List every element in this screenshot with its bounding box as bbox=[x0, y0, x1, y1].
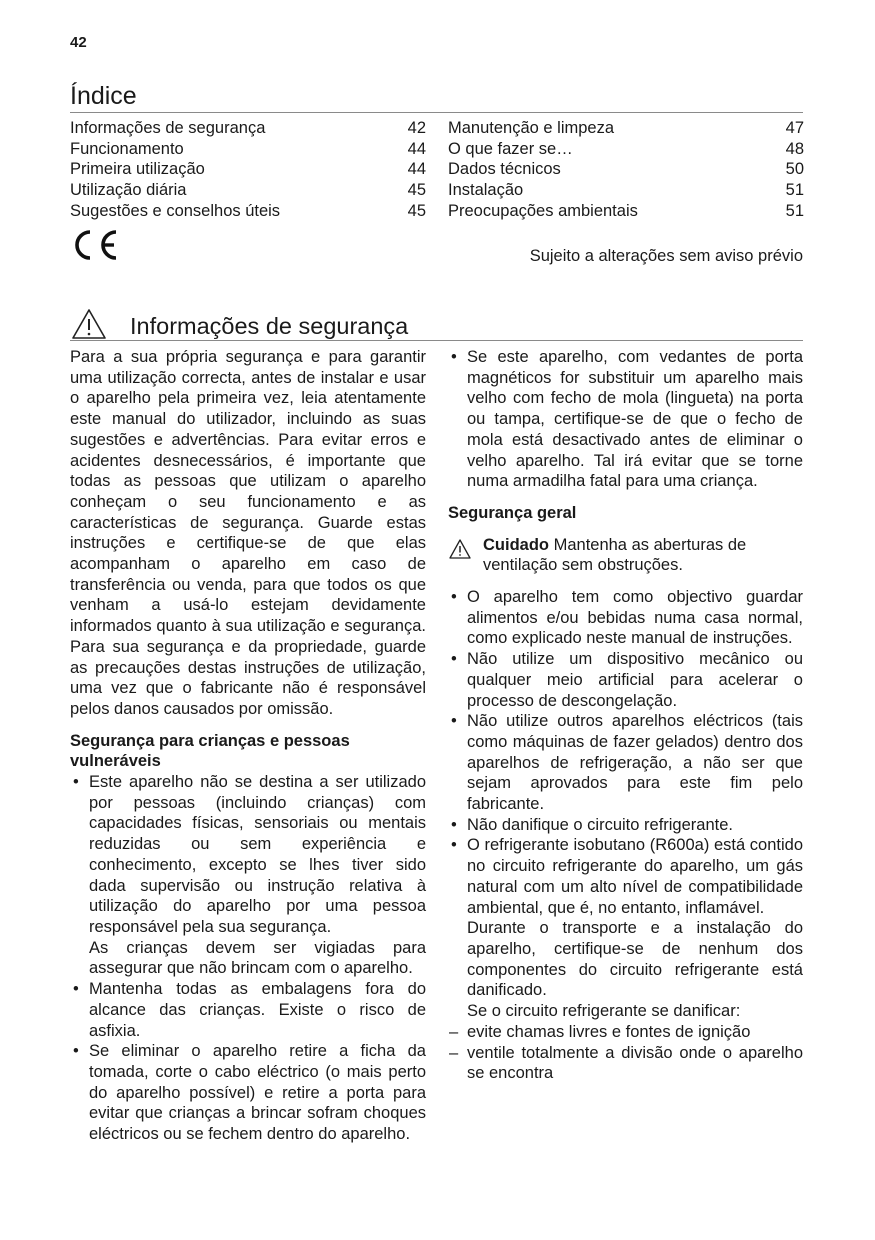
ce-mark-icon bbox=[70, 226, 120, 269]
toc-entry[interactable] bbox=[448, 180, 804, 201]
list-item: • O aparelho tem como objectivo guardar alimentos e/ou bebidas numa casa normal, como explicado neste manual de instruções. bbox=[448, 587, 803, 649]
toc-entry[interactable] bbox=[70, 201, 426, 222]
children-safety-list bbox=[70, 772, 426, 1145]
toc-entry[interactable] bbox=[70, 159, 426, 180]
toc-entry-page: 45 bbox=[407, 201, 426, 220]
caution-label: Cuidado bbox=[483, 535, 549, 554]
toc-entry[interactable] bbox=[448, 118, 804, 139]
toc-entry-page: 42 bbox=[407, 119, 426, 137]
toc-right-column bbox=[448, 118, 804, 222]
toc-entry-label: Instalação bbox=[448, 181, 524, 200]
toc-entry-label: Utilização diária bbox=[70, 181, 187, 200]
index-title: Índice bbox=[70, 82, 137, 110]
caution-text-block bbox=[483, 535, 803, 576]
section-rule bbox=[70, 340, 803, 341]
toc-entry-page: 51 bbox=[785, 201, 804, 220]
list-item: • Se este aparelho, com vedantes de porta magnéticos for substituir um aparelho mais velho com fecho de mola (lingueta) na porta ou tampa, certifique-se de que o fecho de mola está desactivado antes de eliminar o velho aparelho. Tal irá evitar que se torne numa armadilha fatal para uma criança. bbox=[448, 347, 803, 492]
toc-entry[interactable] bbox=[448, 201, 804, 222]
toc-entry-label: O que fazer se… bbox=[448, 139, 573, 158]
toc-entry-page: 44 bbox=[407, 160, 426, 179]
general-safety-list bbox=[448, 587, 803, 1022]
toc-entry-label: Sugestões e conselhos úteis bbox=[70, 201, 281, 220]
list-item: • Se eliminar o aparelho retire a ficha da tomada, corte o cabo eléctrico (o mais perto do aparelho possível) e retire a porta para evitar que crianças a brincar sofram choques eléctricos ou se fechem dentro do aparelho. bbox=[70, 1041, 426, 1145]
page-number: 42 bbox=[70, 34, 87, 51]
toc-entry-label: Informações de segurança bbox=[70, 119, 266, 137]
toc-entry-page: 47 bbox=[785, 119, 804, 137]
caution-note bbox=[448, 535, 803, 576]
toc-entry-label: Primeira utilização bbox=[70, 160, 205, 179]
dash-item: – evite chamas livres e fontes de ignição bbox=[448, 1022, 803, 1043]
index-rule bbox=[70, 112, 803, 113]
list-item: • Não utilize outros aparelhos eléctricos (tais como máquinas de fazer gelados) dentro dos aparelhos de refrigeração, a não ser que sejam aprovados para este fim pelo fabricante. bbox=[448, 711, 803, 815]
toc-entry-label: Manutenção e limpeza bbox=[448, 119, 615, 137]
list-item-text: • O refrigerante isobutano (R600a) está contido no circuito refrigerante do aparelho, um gás natural com um alto nível de compatibilidade ambiental, que é, no entanto, inflamável. bbox=[467, 836, 803, 917]
list-item-text: • Este aparelho não se destina a ser utilizado por pessoas (incluindo crianças) com capacidades físicas, sensoriais ou mentais reduzidas ou sem experiência e conhecimento, excepto se lhes tiver sido dada supervisão ou instrução relativa à utilização do aparelho por uma pessoa responsável pela sua segurança. bbox=[89, 773, 426, 936]
toc-entry[interactable] bbox=[70, 118, 426, 139]
list-item: • Não utilize um dispositivo mecânico ou qualquer meio artificial para acelerar o processo de descongelação. bbox=[448, 649, 803, 711]
change-notice: Sujeito a alterações sem aviso prévio bbox=[529, 247, 803, 265]
caution-text: Mantenha as aberturas de ventilação sem obstruções. bbox=[483, 535, 747, 575]
caution-triangle-icon bbox=[448, 535, 483, 576]
children-safety-heading: Segurança para crianças e pessoas vulneráveis bbox=[70, 731, 350, 771]
list-item: • Não danifique o circuito refrigerante. bbox=[448, 815, 803, 836]
toc-entry-page: 50 bbox=[785, 160, 804, 179]
toc-entry-label: Funcionamento bbox=[70, 139, 184, 158]
general-safety-heading: Segurança geral bbox=[448, 503, 577, 522]
list-item-text: Durante o transporte e a instalação do aparelho, certifique-se de nenhum dos componentes do circuito refrigerante está danificado. bbox=[467, 919, 803, 1000]
toc-entry-page: 44 bbox=[407, 139, 426, 158]
toc-left-column bbox=[70, 118, 426, 222]
toc-entry-page: 45 bbox=[407, 181, 426, 200]
refrigerant-damage-steps bbox=[448, 1022, 803, 1084]
right-column bbox=[448, 347, 803, 1084]
toc-entry[interactable] bbox=[448, 159, 804, 180]
left-column bbox=[70, 347, 426, 1145]
list-item bbox=[448, 835, 803, 1021]
toc-entry[interactable] bbox=[70, 180, 426, 201]
dash-item: – ventile totalmente a divisão onde o aparelho se encontra bbox=[448, 1043, 803, 1084]
list-item-text: Se o circuito refrigerante se danificar: bbox=[467, 1002, 741, 1021]
toc-entry-label: Preocupações ambientais bbox=[448, 201, 638, 220]
toc-entry-page: 48 bbox=[785, 139, 804, 158]
list-item: • Mantenha todas as embalagens fora do alcance das crianças. Existe o risco de asfixia. bbox=[70, 979, 426, 1041]
safety-intro-paragraph: Para a sua própria segurança e para garantir uma utilização correcta, antes de instalar e usar o aparelho pela primeira vez, leia atentamente este manual do utilizador, incluindo as suas sugestões e advertências. Para evitar erros e acidentes desnecessários, é importante que todas as pessoas que utilizam o aparelho conheçam o seu funcionamento e as características de segurança. Guarde estas instruções e certifique-se de que elas acompanham o aparelho em caso de transferência ou venda, para que todos os que venham a usá-lo estejam devidamente informados quanto à sua utilização e segurança. Para sua segurança e da propriedade, guarde as precauções destas instruções de utilização, uma vez que o fabricante não é responsável pelos danos causados por omissão. bbox=[70, 348, 426, 718]
toc-entry[interactable] bbox=[70, 139, 426, 160]
list-item-text: As crianças devem ser vigiadas para assegurar que não brincam com o aparelho. bbox=[89, 938, 426, 978]
section-title: Informações de segurança bbox=[130, 313, 409, 339]
toc-entry-label: Dados técnicos bbox=[448, 160, 561, 179]
toc-entry-page: 51 bbox=[785, 181, 804, 200]
toc-entry[interactable] bbox=[448, 139, 804, 160]
list-item bbox=[70, 772, 426, 979]
children-safety-list-continued bbox=[448, 347, 803, 492]
